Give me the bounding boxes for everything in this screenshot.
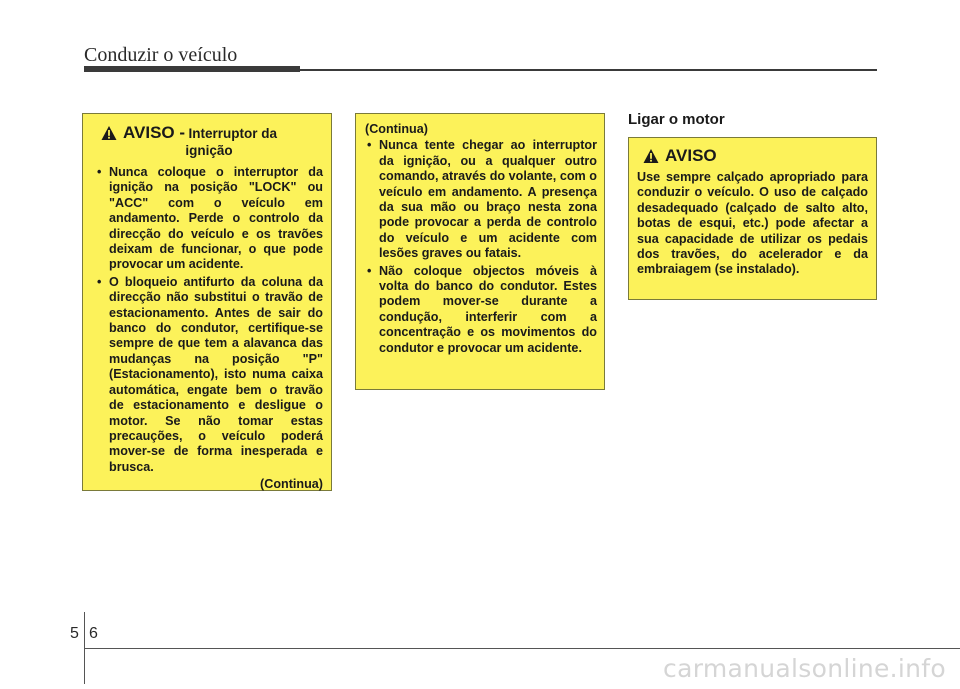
continued-label: (Continua) [365, 122, 428, 136]
section-title: Ligar o motor [628, 111, 725, 128]
warning-list [95, 165, 323, 475]
warning-subtitle-line2: ignição [185, 143, 233, 158]
header-bar-thin [300, 69, 877, 71]
header-title: Conduzir o veículo [84, 44, 238, 66]
footer-horizontal-rule [84, 648, 960, 649]
warning-heading [95, 123, 323, 144]
page-number: 6 [89, 625, 98, 642]
warning-triangle-icon [643, 148, 659, 164]
warning-text: Use sempre calçado apropriado para conduzir o veículo. O uso de calçado desadequado (calçado de salto alto, botas de esqui, etc.) pode afectar a sua capacidade de utilizar os pedais dos travões, do acelerador e da embraiagem (se instalado). [637, 170, 868, 277]
continued-label: (Continua) [260, 477, 323, 492]
list-item: • Não coloque objectos móveis à volta do banco do condutor. Estes podem mover-se durante a condução, interferir com a concentração e os movimentos do condutor e provocar um acidente. [365, 264, 597, 356]
warning-heading [637, 146, 868, 166]
warning-list [365, 138, 597, 356]
warning-word: AVISO [665, 146, 717, 165]
watermark: carmanualsonline.info [663, 654, 946, 683]
warning-subtitle-line1: Interruptor da [188, 126, 278, 141]
list-item: • Nunca coloque o interruptor da ignição na posição "LOCK" ou "ACC" com o veículo em andamento. Perde o controlo da direcção do veículo e os travões deixam de funcionar, o que pode provocar um acidente. [95, 165, 323, 273]
chapter-number: 5 [70, 625, 79, 642]
warning-box-continued [355, 113, 605, 390]
list-item: • Nunca tente chegar ao interruptor da ignição, ou a qualquer outro comando, através do volante, com o veículo em andamento. A presença da sua mão ou braço nesta zona pode provocar a perda de controlo do veículo e um acidente com lesões graves ou fatais. [365, 138, 597, 261]
header-bar-thick [84, 66, 300, 72]
warning-triangle-icon [101, 125, 117, 141]
warning-box-ignition-switch [82, 113, 332, 491]
warning-word: AVISO - [123, 123, 186, 142]
list-item: • O bloqueio antifurto da coluna da direcção não substitui o travão de estacionamento. Antes de sair do banco do condutor, certifique-se sempre de que tem a alavanca das mudanças na posição "P" (Estacionamento), isto numa caixa automática, engate bem o travão de estacionamento e desligue o motor. Se não tomar estas precauções, o veículo poderá mover-se de forma inesperada e brusca. [95, 275, 323, 475]
warning-box-footwear [628, 137, 877, 300]
